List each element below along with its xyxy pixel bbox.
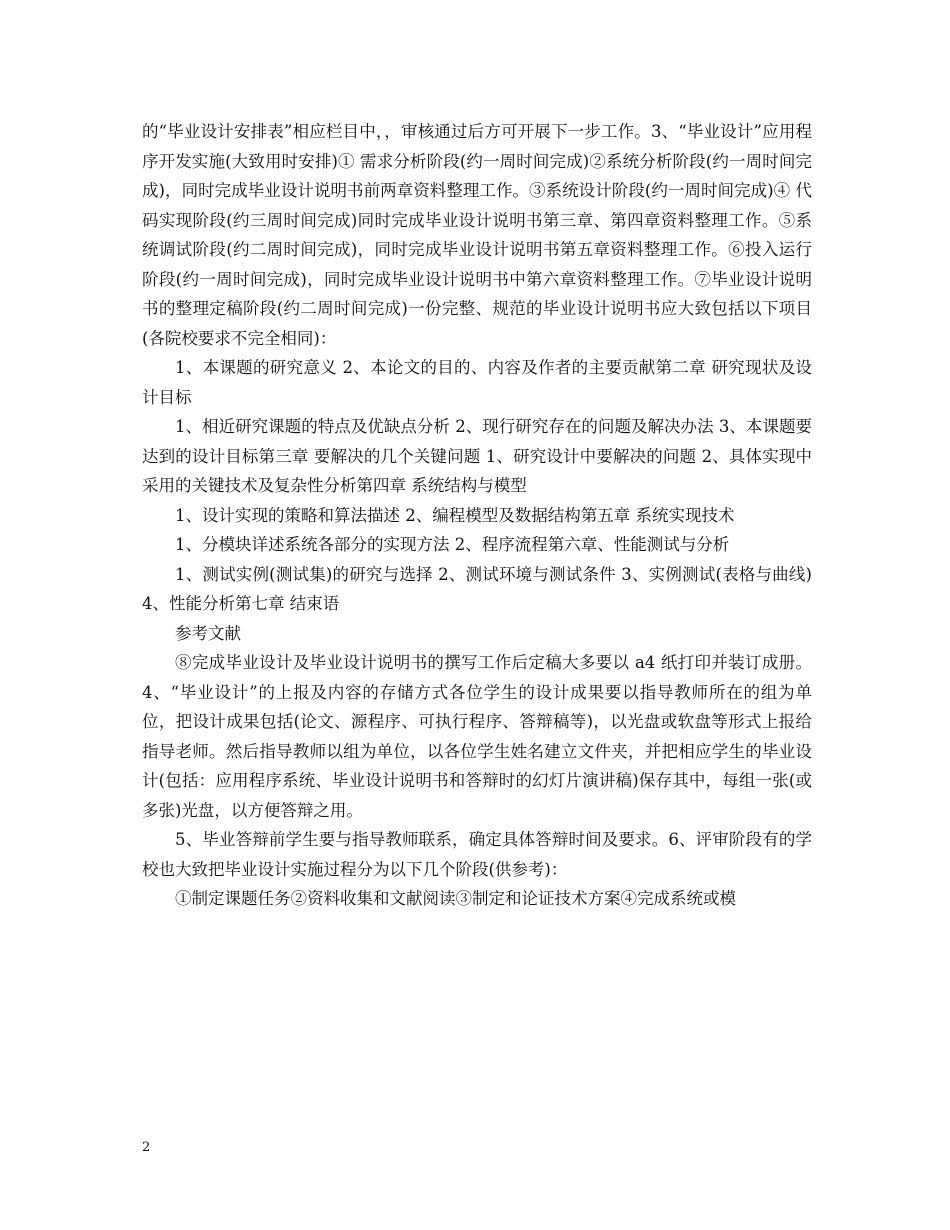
- paragraph-3: 1、相近研究课题的特点及优缺点分析 2、现行研究存在的问题及解决办法 3、本课题要达到的设计目标第三章 要解决的几个关键问题 1、研究设计中要解决的问题 2、具体实现中采用的关键技术及复杂性分析第四章 系统结构与模型: [142, 417, 812, 495]
- page-number: 2: [142, 1140, 151, 1155]
- paragraph-8: ⑧完成毕业设计及毕业设计说明书的撰写工作后定稿大多要以 a4 纸打印并装订成册。4、“毕业设计”的上报及内容的存储方式各位学生的设计成果要以指导教师所在的组为单位，把设计成果包括(论文、源程序、可执行程序、答辩稿等)，以光盘或软盘等形式上报给指导老师。然后指导教师以组为单位，以各位学生姓名建立文件夹，并把相应学生的毕业设计(包括：应用程序系统、毕业设计说明书和答辩时的幻灯片演讲稿)保存其中，每组一张(或多张)光盘，以方便答辩之用。: [142, 653, 812, 820]
- paragraph-5: 1、分模块详述系统各部分的实现方法 2、程序流程第六章、性能测试与分析: [175, 535, 730, 554]
- paragraph-1: 的“毕业设计安排表”相应栏目中，，审核通过后方可开展下一步工作。3、“毕业设计”应用程序开发实施(大致用时安排)① 需求分析阶段(约一周时间完成)②系统分析阶段(约一周时间完成)，同时完成毕业设计说明书前两章资料整理工作。③系统设计阶段(约一周时间完成)④ 代码实现阶段(约三周时间完成)同时完成毕业设计说明书第三章、第四章资料整理工作。⑤系统调试阶段(约二周时间完成)，同时完成毕业设计说明书第五章资料整理工作。⑥投入运行阶段(约一周时间完成)，同时完成毕业设计说明书中第六章资料整理工作。⑦毕业设计说明书的整理定稿阶段(约二周时间完成)一份完整、规范的毕业设计说明书应大致包括以下项目(各院校要求不完全相同)：: [142, 122, 812, 348]
- paragraph-2: 1、本课题的研究意义 2、本论文的目的、内容及作者的主要贡献第二章 研究现状及设计目标: [142, 358, 812, 407]
- paragraph-9: 5、毕业答辩前学生要与指导教师联系，确定具体答辩时间及要求。6、评审阶段有的学校也大致把毕业设计实施过程分为以下几个阶段(供参考)：: [142, 830, 812, 879]
- paragraph-10: ①制定课题任务②资料收集和文献阅读③制定和论证技术方案④完成系统或模: [175, 889, 736, 908]
- document-body: [142, 117, 812, 914]
- paragraph-6: 1、测试实例(测试集)的研究与选择 2、测试环境与测试条件 3、实例测试(表格与曲线)4、性能分析第七章 结束语: [142, 564, 812, 613]
- paragraph-4: 1、设计实现的策略和算法描述 2、编程模型及数据结构第五章 系统实现技术: [175, 505, 735, 525]
- paragraph-references-heading: 参考文献: [175, 623, 241, 643]
